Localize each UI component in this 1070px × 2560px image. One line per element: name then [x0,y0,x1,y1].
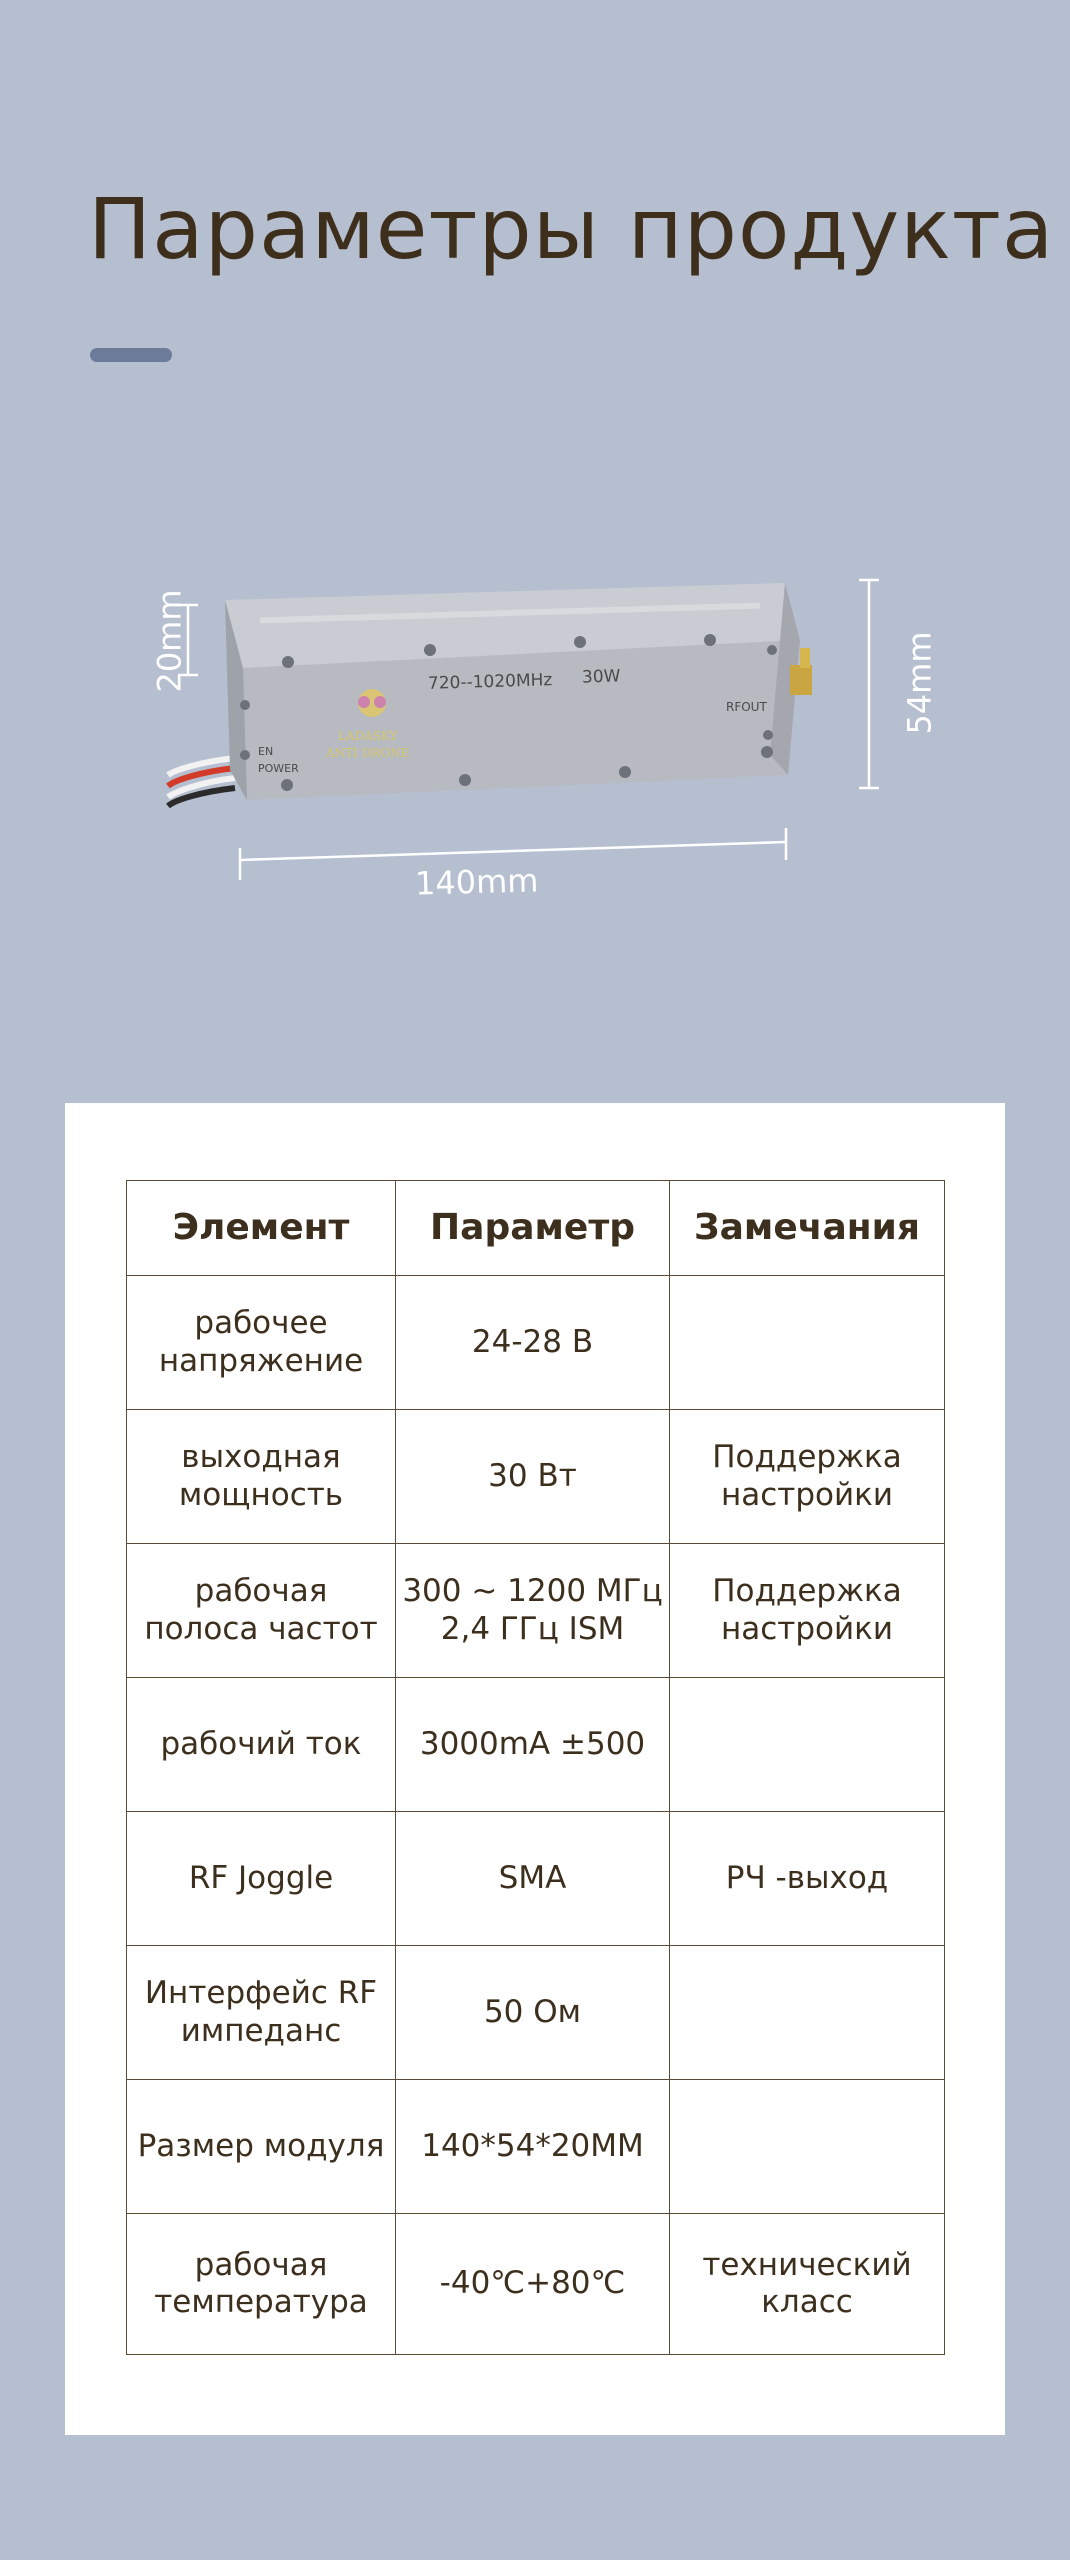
spec-table [126,1180,945,2355]
cell-notes [670,1678,945,1812]
cell-element-line: мощность [178,1476,344,1513]
brand-label-1: LADASKY [338,729,398,743]
table-row [127,1812,945,1946]
cell-notes [670,2214,945,2355]
table-row [127,2080,945,2214]
power-cables [168,758,235,806]
cell-element [127,2214,396,2355]
table-row [127,1410,945,1544]
cell-parameter-line: 300 ~ 1200 МГц [402,1573,663,1610]
cell-notes-line: настройки [720,1610,894,1647]
table-row [127,1544,945,1678]
table-row [127,1276,945,1410]
cell-element-line: Интерфейс RF [144,1975,378,2012]
cell-notes [670,1410,945,1544]
cell-element-line: рабочий ток [160,1725,362,1762]
cell-parameter-line: 24-28 В [471,1323,594,1360]
logo-mark [358,689,386,717]
cell-notes [670,2080,945,2214]
table-header-row [127,1181,945,1276]
cell-element [127,1544,396,1678]
cell-parameter [396,2080,670,2214]
title-underline [90,348,172,362]
cell-parameter-line: 140*54*20MM [421,2127,644,2164]
cell-element [127,2080,396,2214]
cell-parameter [396,1410,670,1544]
cell-element [127,1276,396,1410]
cell-element [127,1410,396,1544]
table-row [127,1946,945,2080]
cell-notes [670,1946,945,2080]
cell-element [127,1812,396,1946]
cell-parameter-line: 2,4 ГГц ISM [440,1610,625,1647]
table-row [127,2214,945,2355]
cell-element-line: выходная [181,1439,341,1476]
cell-notes [670,1276,945,1410]
cell-element-line: рабочая [194,2246,328,2283]
cell-notes-line: РЧ -выход [725,1859,889,1896]
header-notes: Замечания [670,1181,945,1276]
cell-element-line: импеданс [180,2012,342,2049]
table-row [127,1678,945,1812]
height-dimension-label: 20mm [150,589,189,693]
en-label: EN [258,745,274,758]
power-label: 30W [581,666,621,688]
cell-parameter-line: -40℃+80℃ [439,2265,626,2302]
cell-element-line: Размер модуля [137,2127,385,2164]
cell-notes [670,1544,945,1678]
cell-parameter-line: SMA [498,1859,567,1896]
cell-parameter [396,1812,670,1946]
cell-notes-line: технический [702,2246,912,2283]
length-dimension-label: 140mm [414,861,539,903]
device-body [225,583,800,800]
cell-element-line: рабочее [194,1305,328,1342]
cell-parameter [396,1544,670,1678]
cell-notes-line: класс [761,2284,853,2320]
spec-card [65,1103,1005,2435]
cell-element-line: RF Joggle [188,1859,334,1896]
cell-element-line: полоса частот [144,1610,378,1647]
cell-notes-line: Поддержка [712,1573,902,1610]
cell-notes [670,1812,945,1946]
width-dimension-label: 54mm [900,631,939,735]
cell-element-line: температура [154,2284,368,2320]
cell-element-line: напряжение [158,1342,364,1379]
cell-element-line: рабочая [194,1573,328,1610]
cell-parameter [396,2214,670,2355]
page-title: Параметры продукта [88,180,1055,278]
cell-parameter-line: 30 Вт [488,1457,577,1494]
cell-parameter-line: 3000mA ±500 [419,1725,646,1762]
cell-notes-line: настройки [720,1476,894,1513]
power-port-label: POWER [258,762,299,775]
brand-label-2: ANTI DRONE [326,746,410,760]
cell-parameter [396,1678,670,1812]
header-element: Элемент [127,1181,396,1276]
rfout-label: RFOUT [726,700,767,714]
cell-parameter-line: 50 Ом [483,1993,582,2030]
cell-element [127,1946,396,2080]
band-label: 720--1020MHz [427,670,553,694]
cell-parameter [396,1946,670,2080]
header-parameter: Параметр [396,1181,670,1276]
cell-parameter [396,1276,670,1410]
cell-notes-line: Поддержка [712,1439,902,1476]
cell-element [127,1678,396,1812]
